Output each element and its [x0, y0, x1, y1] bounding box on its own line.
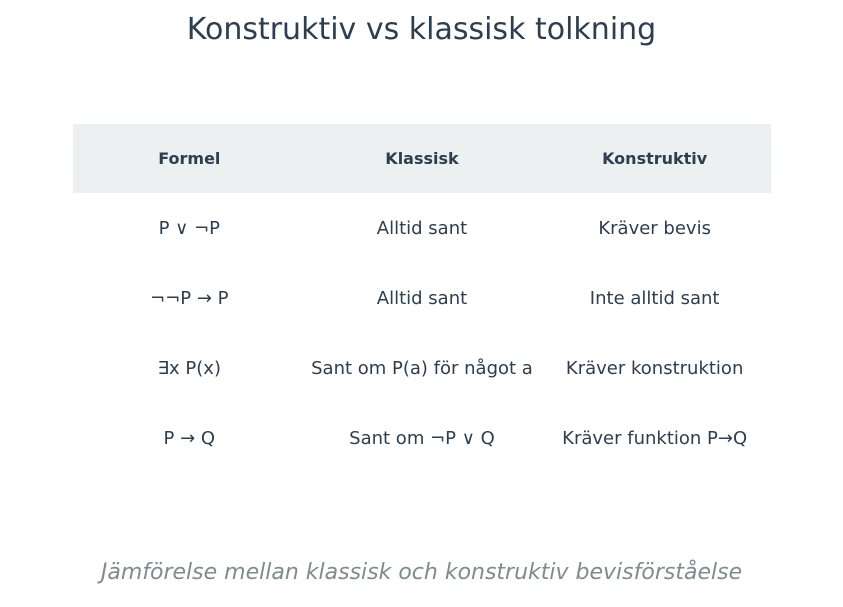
- table-cell-formel: P → Q: [163, 427, 216, 449]
- table-row: [73, 263, 771, 333]
- page-title: Konstruktiv vs klassisk tolkning: [186, 12, 657, 47]
- header-klassisk: Klassisk: [385, 149, 459, 168]
- table-cell-konstruktiv: Kräver funktion P→Q: [562, 427, 748, 449]
- table-cell-formel: ¬¬P → P: [150, 287, 229, 309]
- table-cell-klassisk: Alltid sant: [376, 217, 468, 239]
- caption: Jämförelse mellan klassisk och konstruktiv bevisförståelse: [100, 560, 743, 585]
- table-cell-formel: ∃x P(x): [157, 357, 221, 379]
- table-cell-konstruktiv: Inte alltid sant: [589, 287, 720, 309]
- table-header-row: [73, 124, 771, 193]
- table-row: [73, 403, 771, 473]
- table-cell-klassisk: Sant om ¬P ∨ Q: [349, 427, 495, 449]
- table-cell-konstruktiv: Kräver bevis: [598, 217, 711, 239]
- comparison-table: [73, 124, 771, 473]
- table-cell-konstruktiv: Kräver konstruktion: [565, 357, 744, 379]
- table-cell-klassisk: Alltid sant: [376, 287, 468, 309]
- table-row: [73, 193, 771, 263]
- header-konstruktiv: Konstruktiv: [602, 149, 708, 168]
- table-cell-klassisk: Sant om P(a) för något a: [311, 357, 533, 379]
- table-cell-formel: P ∨ ¬P: [158, 217, 221, 239]
- table-row: [73, 333, 771, 403]
- header-formel: Formel: [158, 149, 221, 168]
